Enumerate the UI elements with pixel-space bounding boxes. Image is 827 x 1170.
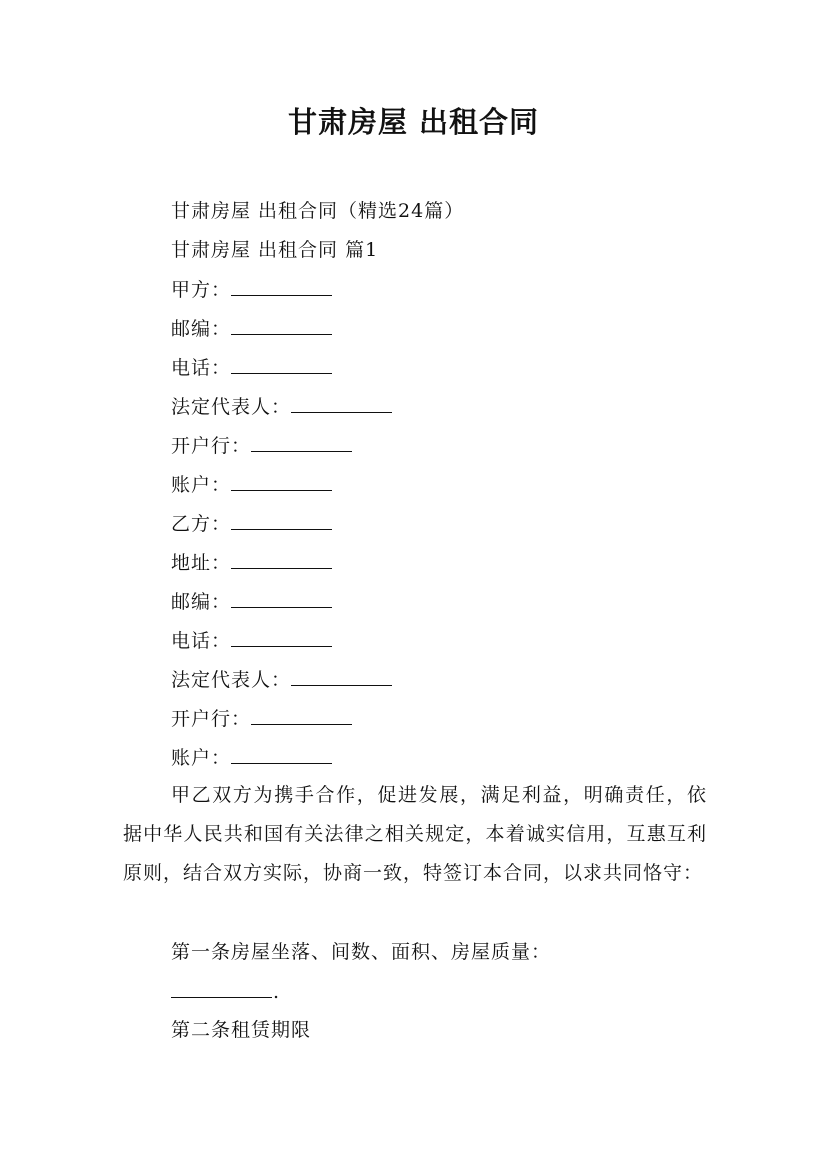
party-a-blank [231,277,332,296]
party-a-account-label: 账户： [171,474,232,496]
party-b-postcode-line [171,589,332,614]
party-a-postcode-blank [231,316,332,335]
party-a-phone-line [171,355,332,380]
party-b-postcode-blank [231,589,332,608]
party-b-phone-label: 电话： [171,630,232,652]
party-a-bank-blank [251,433,352,452]
party-b-bank-line [171,706,352,731]
party-b-phone-blank [231,628,332,647]
party-b-blank [231,511,332,530]
intro-paragraph: 甲乙双方为携手合作，促进发展，满足利益，明确责任，依据中华人民共和国有关法律之相关规定，本着诚实信用，互惠互利原则，结合双方实际，协商一致，特签订本合同，以求共同恪守： [123,784,707,884]
party-a-bank-label: 开户行： [171,435,252,457]
party-a-legal-rep-label: 法定代表人： [171,396,292,418]
party-a-phone-blank [231,355,332,374]
party-a-account-blank [231,472,332,491]
party-b-legal-rep-line [171,667,392,692]
party-a-bank-line [171,433,352,458]
article-1-blank-line [171,979,280,1004]
party-a-legal-rep-line [171,394,392,419]
party-b-line [171,511,332,536]
party-b-bank-label: 开户行： [171,708,252,730]
party-b-label: 乙方： [171,513,232,535]
party-b-address-blank [231,550,332,569]
party-a-legal-rep-blank [291,394,392,413]
document-title: 甘肃房屋 出租合同 [287,105,540,139]
party-b-legal-rep-label: 法定代表人： [171,669,292,691]
party-b-account-blank [231,745,332,764]
article-1-blank [171,979,272,998]
party-b-address-line [171,550,332,575]
article-2-heading: 第二条租赁期限 [171,1019,312,1041]
party-b-phone-line [171,628,332,653]
section-heading: 甘肃房屋 出租合同 篇1 [171,239,379,261]
party-a-label: 甲方： [171,279,232,301]
party-a-account-line [171,472,332,497]
party-a-phone-label: 电话： [171,357,232,379]
party-b-bank-blank [251,706,352,725]
article-1-period: . [273,981,281,1003]
party-a-postcode-label: 邮编： [171,318,232,340]
party-b-account-label: 账户： [171,747,232,769]
party-a-line [171,277,332,302]
party-b-postcode-label: 邮编： [171,591,232,613]
party-a-postcode-line [171,316,332,341]
party-b-legal-rep-blank [291,667,392,686]
party-b-account-line [171,745,332,770]
article-1-heading: 第一条房屋坐落、间数、面积、房屋质量： [171,941,552,963]
document-subtitle: 甘肃房屋 出租合同（精选24篇） [171,200,465,222]
party-b-address-label: 地址： [171,552,232,574]
